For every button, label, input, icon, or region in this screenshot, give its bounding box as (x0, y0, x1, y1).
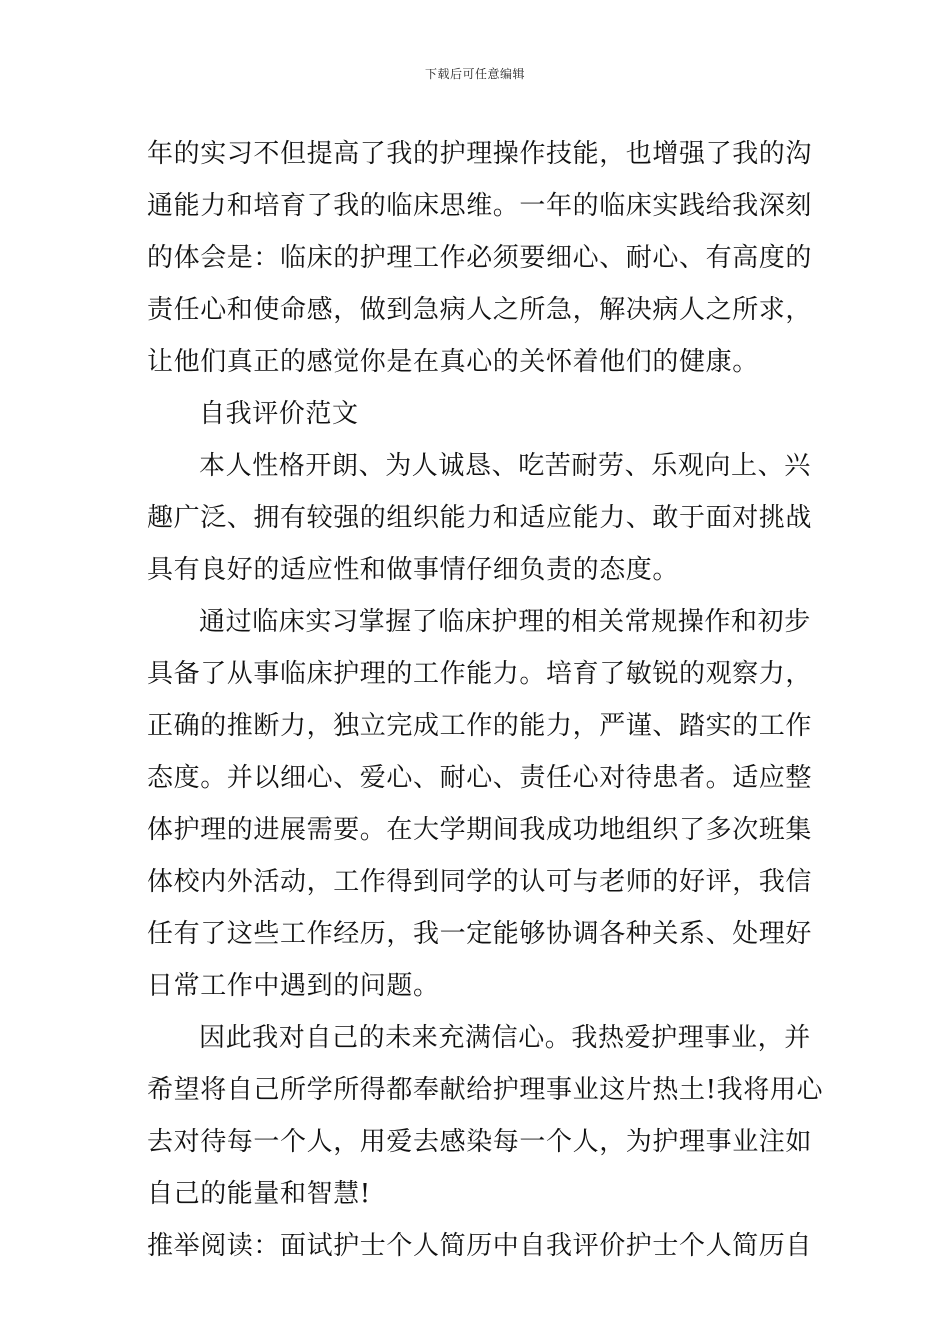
text-line: 希望将自己所学所得都奉献给护理事业这片热土!我将用心 (147, 1075, 824, 1105)
text-line: 的体会是：临床的护理工作必须要细心、耐心、有高度的 (147, 243, 813, 273)
text-line: 自己的能量和智慧! (147, 1179, 371, 1209)
text-line: 体护理的进展需要。在大学期间我成功地组织了多次班集 (147, 815, 813, 845)
text-line: 通能力和培育了我的临床思维。一年的临床实践给我深刻 (147, 191, 813, 221)
text-line: 体校内外活动，工作得到同学的认可与老师的好评，我信 (147, 867, 813, 897)
text-line: 具备了从事临床护理的工作能力。培育了敏锐的观察力， (147, 659, 813, 689)
text-line: 推举阅读：面试护士个人简历中自我评价护士个人简历自 (147, 1231, 813, 1261)
section-heading: 自我评价范文 (199, 399, 359, 429)
text-line: 去对待每一个人，用爱去感染每一个人，为护理事业注如 (147, 1127, 813, 1157)
text-line: 让他们真正的感觉你是在真心的关怀着他们的健康。 (147, 347, 759, 377)
text-line: 通过临床实习掌握了临床护理的相关常规操作和初步 (199, 607, 811, 637)
text-line: 日常工作中遇到的问题。 (147, 971, 440, 1001)
text-line: 趣广泛、拥有较强的组织能力和适应能力、敢于面对挑战 (147, 503, 813, 533)
text-line: 本人性格开朗、为人诚恳、吃苦耐劳、乐观向上、兴 (199, 451, 811, 481)
document-body (147, 128, 824, 1272)
text-line: 正确的推断力，独立完成工作的能力，严谨、踏实的工作 (147, 711, 813, 741)
text-line: 年的实习不但提高了我的护理操作技能，也增强了我的沟 (147, 139, 813, 169)
text-line: 具有良好的适应性和做事情仔细负责的态度。 (147, 555, 680, 585)
header-note: 下载后可任意编辑 (424, 67, 525, 81)
text-line: 责任心和使命感，做到急病人之所急，解决病人之所求， (147, 295, 813, 325)
text-line: 态度。并以细心、爱心、耐心、责任心对待患者。适应整 (147, 763, 813, 793)
text-line: 任有了这些工作经历，我一定能够协调各种关系、处理好 (147, 919, 813, 949)
text-line: 因此我对自己的未来充满信心。我热爱护理事业，并 (199, 1023, 811, 1053)
